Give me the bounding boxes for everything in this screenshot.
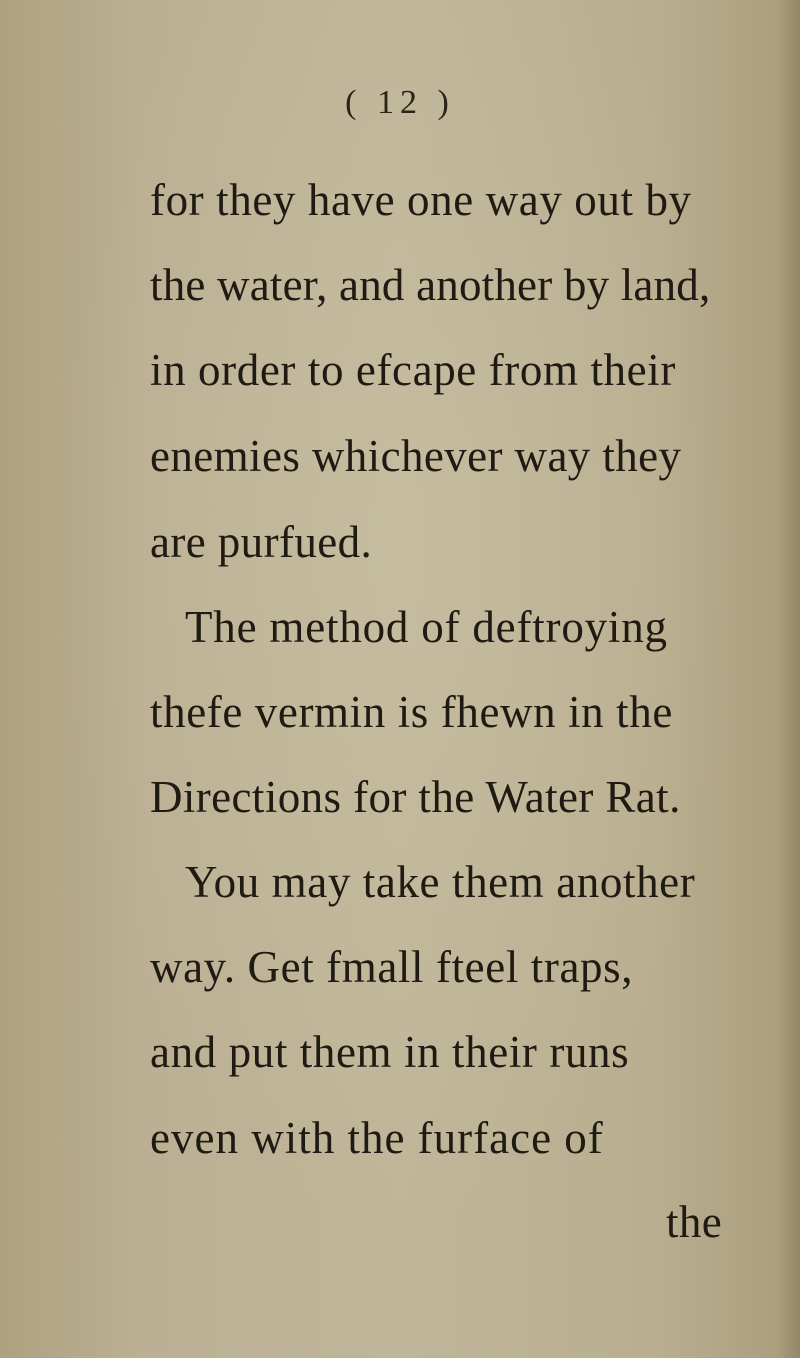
catchword: the <box>666 1197 723 1247</box>
text-line-5: are purfued. <box>150 517 373 567</box>
text-line-8: Directions for the Water Rat. <box>150 772 681 822</box>
page-edge-shadow <box>778 0 800 1358</box>
text-line-11: and put them in their runs <box>150 1027 630 1077</box>
text-line-2: the water, and another by land, <box>150 260 711 310</box>
page-number: ( 12 ) <box>345 84 455 121</box>
text-line-12: even with the furface of <box>150 1113 604 1163</box>
text-line-1: for they have one way out by <box>150 175 692 225</box>
text-line-10: way. Get fmall fteel traps, <box>150 942 634 992</box>
text-line-3: in order to efcape from their <box>150 345 676 395</box>
text-line-6: The method of deftroying <box>185 602 668 652</box>
text-line-7: thefe vermin is fhewn in the <box>150 687 673 737</box>
text-line-4: enemies whichever way they <box>150 431 682 481</box>
text-line-9: You may take them another <box>185 857 696 907</box>
